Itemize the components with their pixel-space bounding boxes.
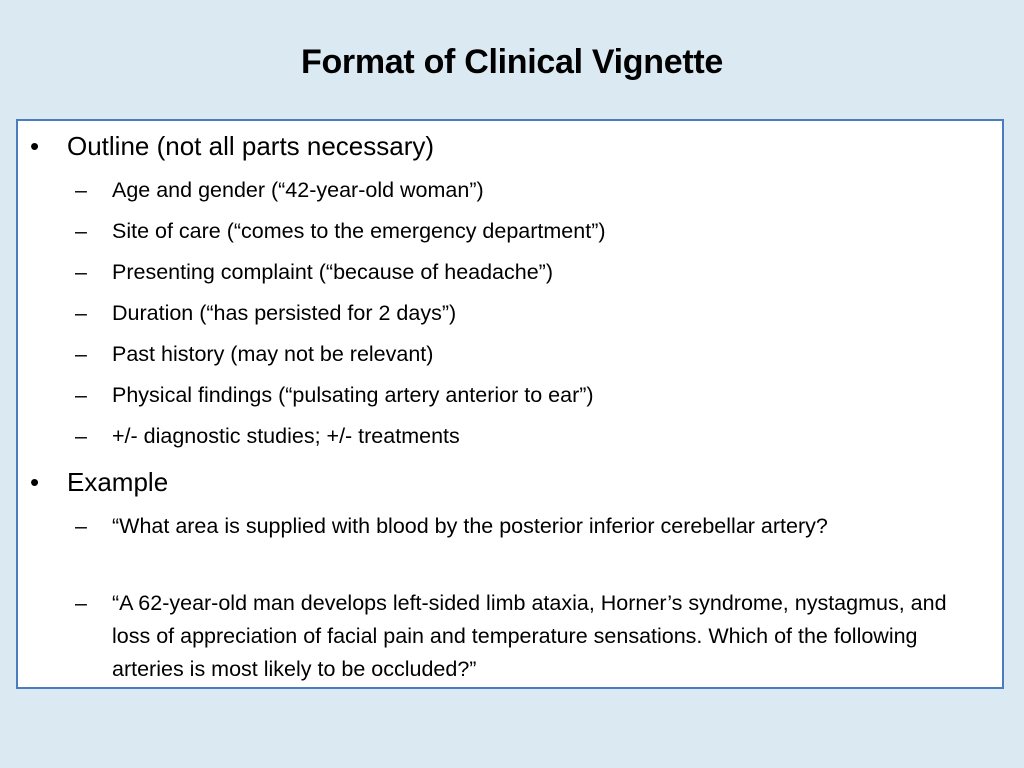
sub-bullet-marker: – [75,591,87,615]
sub-bullet-marker: – [75,514,87,538]
sub-bullet-marker: – [75,219,87,243]
outline-item-text: Presenting complaint (“because of headache”) [112,260,554,284]
outline-item-text: Past history (may not be relevant) [112,342,434,366]
outline-item-text: Physical findings (“pulsating artery anterior to ear”) [112,383,594,407]
bullet-outline-label: Outline (not all parts necessary) [67,131,435,161]
sub-bullet-marker: – [75,424,87,448]
bullet-marker: • [30,467,40,497]
sub-bullet-marker: – [75,383,87,407]
content-box [16,119,1004,689]
example-item-text: “A 62-year-old man develops left-sided limb ataxia, Horner’s syndrome, nystagmus, and loss of appreciation of facial pain and temperature sensations. Which of the following arteries is most likely to be occluded?” [112,591,947,681]
sub-bullet-marker: – [75,178,87,202]
outline-item-text: Age and gender (“42-year-old woman”) [112,178,484,202]
sub-bullet-marker: – [75,260,87,284]
outline-item-text: Duration (“has persisted for 2 days”) [112,301,457,325]
outline-item-text: Site of care (“comes to the emergency department”) [112,219,606,243]
example-item-text: “What area is supplied with blood by the posterior inferior cerebellar artery? [112,514,828,538]
sub-bullet-marker: – [75,301,87,325]
slide-title: Format of Clinical Vignette [301,43,723,81]
bullet-marker: • [30,131,40,161]
sub-bullet-marker: – [75,342,87,366]
outline-item-text: +/- diagnostic studies; +/- treatments [112,424,460,448]
bullet-example-label: Example [67,467,169,497]
